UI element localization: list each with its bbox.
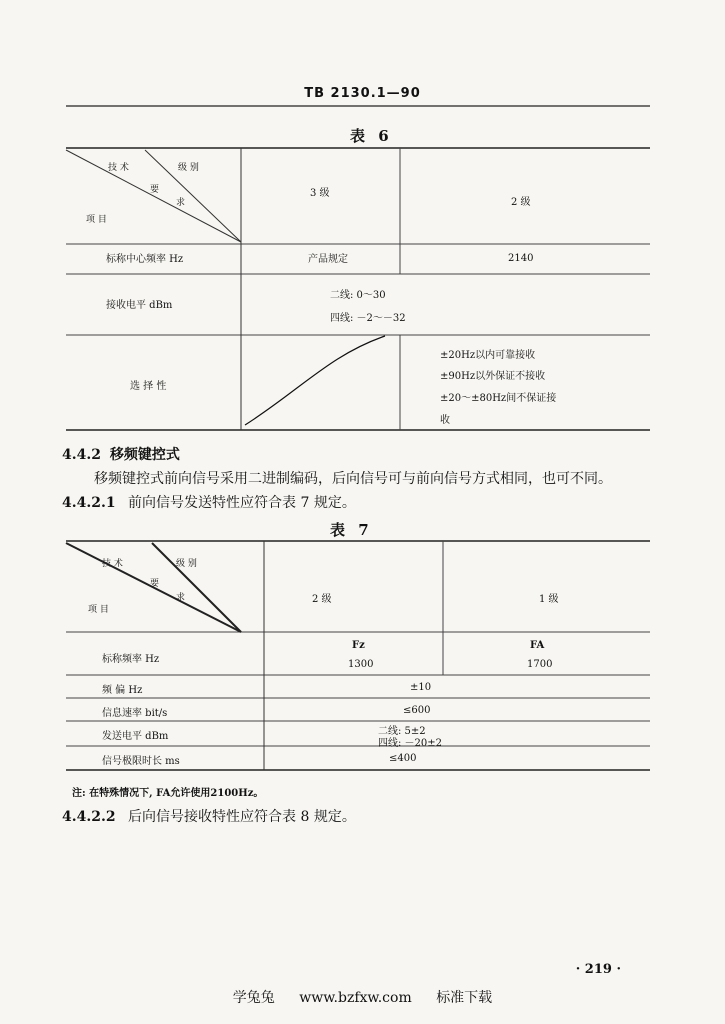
- table7-corner-level: 级 别: [176, 559, 197, 569]
- table7-col-level2: 2 级: [312, 594, 332, 605]
- table6-corner-level: 级 别: [178, 163, 199, 173]
- table7-corner-item: 项 目: [88, 605, 109, 615]
- footer-site-name: 学兔兔: [232, 990, 275, 1006]
- page-number: · 219 ·: [575, 962, 621, 977]
- table7-dev-value: ±10: [410, 682, 432, 693]
- table7-delay-value: ≤400: [389, 753, 417, 764]
- paragraph-fsk: 移频键控式前向信号采用二进制编码，后向信号可与前向信号方式相同，也可不同。: [94, 471, 612, 487]
- table7-freq-label: 标称频率 Hz: [102, 654, 160, 665]
- table7-delay-label: 信号极限时长 ms: [102, 756, 180, 767]
- section-number: 4.4.2.1: [62, 495, 116, 511]
- table7-corner-req2: 求: [176, 593, 186, 603]
- table6-col-level3: 3 级: [310, 188, 330, 199]
- table6-selectivity-note-2: ±90Hz以外保证不接收: [440, 371, 546, 382]
- table7-level-label: 发送电平 dBm: [102, 731, 169, 742]
- table6-level-line1: 二线: 0～30: [330, 290, 386, 301]
- table7-col-level1: 1 级: [539, 594, 559, 605]
- section-text: 前向信号发送特性应符合表 7 规定。: [128, 495, 356, 511]
- footer-watermark: [0, 987, 725, 1007]
- table6-freq-label: 标称中心频率 Hz: [106, 254, 184, 265]
- standard-number: TB 2130.1—90: [304, 86, 421, 101]
- table7-rate-value: ≤600: [403, 705, 431, 716]
- table6-corner-tech: 技 术: [108, 163, 129, 173]
- table7-dev-label: 频 偏 Hz: [102, 685, 143, 696]
- section-number: 4.4.2: [62, 447, 101, 463]
- table7-rate-label: 信息速率 bit/s: [102, 708, 168, 719]
- table6-selectivity-label: 选 择 性: [130, 381, 167, 392]
- table6-corner-req1: 要: [150, 185, 160, 195]
- table6-corner-item: 项 目: [86, 215, 107, 225]
- table6-selectivity-note-1: ±20Hz以内可靠接收: [440, 350, 536, 361]
- table6-freq-level3: 产品规定: [308, 254, 348, 265]
- table7-level-line1: 二线: 5±2: [378, 726, 426, 737]
- footer-url[interactable]: www.bzfxw.com: [299, 990, 412, 1006]
- section-text: 后向信号接收特性应符合表 8 规定。: [128, 809, 356, 825]
- table6-col-level2: 2 级: [511, 197, 531, 208]
- table7-fa-value: 1700: [527, 659, 553, 670]
- table6-level-line2: 四线: －2～－32: [330, 313, 406, 324]
- table7-level-line2: 四线: －20±2: [378, 738, 443, 749]
- table7-fa: FA: [530, 640, 545, 651]
- table6-corner-req2: 求: [176, 198, 186, 208]
- table7-fz: Fz: [352, 640, 365, 651]
- table7-corner-tech: 技 术: [102, 559, 123, 569]
- section-number: 4.4.2.2: [62, 809, 116, 825]
- table7-note: 注: 在特殊情况下, FA允许使用2100Hz。: [72, 788, 264, 799]
- table7-caption: 表 7: [330, 521, 373, 539]
- table6-caption: 表 6: [350, 127, 393, 145]
- table6-selectivity-note-3: ±20～±80Hz间不保证接: [440, 393, 557, 404]
- table6-level-label: 接收电平 dBm: [106, 300, 173, 311]
- table6-selectivity-note-4: 收: [440, 415, 450, 426]
- table6-freq-level2: 2140: [508, 253, 534, 264]
- footer-tagline: 标准下载: [436, 990, 493, 1006]
- table7-corner-req1: 要: [150, 579, 160, 589]
- table7-fz-value: 1300: [348, 659, 374, 670]
- section-title: 移频键控式: [109, 447, 180, 463]
